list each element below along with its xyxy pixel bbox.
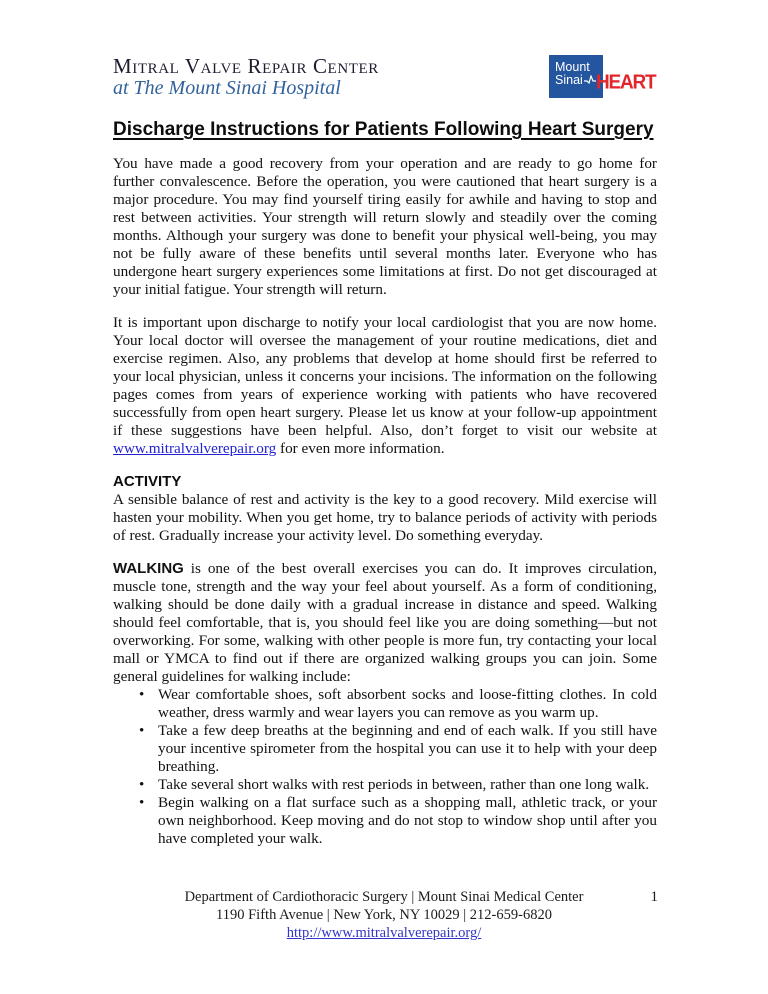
footer-website-link[interactable]: http://www.mitralvalverepair.org/ — [286, 925, 482, 941]
footer-address-line: 1190 Fifth Avenue | New York, NY 10029 | 212-659-6820 — [216, 907, 552, 923]
section-heading-walking: WALKING — [113, 560, 184, 577]
footer-department-line: Department of Cardiothoracic Surgery | Mount Sinai Medical Center — [184, 889, 584, 905]
org-subtitle: at The Mount Sinai Hospital — [113, 77, 341, 99]
paragraph-activity: A sensible balance of rest and activity is the key to a good recovery. Mild exercise will hasten your mobility. When you get home, try to balance periods of activity with periods of rest. Gradually increase your activity level. Do something everyday. — [113, 491, 657, 544]
website-link[interactable]: www.mitralvalverepair.org — [113, 440, 277, 457]
list-item: • Take several short walks with rest periods in between, rather than one long walk. — [113, 776, 657, 794]
mount-sinai-heart-logo — [549, 55, 657, 98]
brand-block — [113, 55, 379, 99]
paragraph-recovery: You have made a good recovery from your operation and are ready to go home for further convalescence. Before the operation, you were cautioned that heart surgery is a major procedure. You may find yourself tiring easily for awhile and having to stop and rest between activities. Your strength will return slowly and steadily over the coming months. Although your surgery was done to benefit your physical well-being, you may not be fully aware of these benefits until several months later. Everyone who has undergone heart surgery experiences some limitations at first. Do not get discouraged at your initial fatigue. Your strength will return. — [113, 155, 657, 298]
paragraph-walking — [113, 560, 657, 686]
mount-sinai-logo-box — [549, 55, 603, 98]
logo-word-sinai: Sinai — [555, 74, 603, 87]
page-header — [113, 55, 657, 100]
logo-word-mount: Mount — [555, 60, 590, 74]
list-item: • Begin walking on a flat surface such as a shopping mall, athletic track, or your own neighborhood. Keep moving and do not stop to window shop until after you have completed your walk. — [113, 794, 657, 848]
paragraph-discharge-text: It is important upon discharge to notify your local cardiologist that you are now home. Your local doctor will oversee the management of your routine medications, diet and exercise regimen. Also, any problems that develop at home should first be referred to your local physician, unless it concerns your incisions. The information on the following pages comes from years of experience working with patients who have recovered successfully from open heart surgery. Please let us know at your follow-up appointment if these suggestions have been helpful. Also, don’t forget to visit our website at — [113, 314, 657, 439]
walking-guidelines-list — [113, 686, 657, 848]
org-name: Mitral Valve Repair Center — [113, 54, 379, 78]
paragraph-walking-text: is one of the best overall exercises you can do. It improves circulation, muscle tone, strength and the way your feel about yourself. As a form of conditioning, walking should be done daily with a gradual increase in distance and speed. Walking should feel comfortable, that is, you should feel like you are doing something—but not overworking. For some, walking with other people is more fun, try contacting your local mall or YMCA to find out if there are organized walking groups you can join. Some general guidelines for walking include: — [113, 560, 657, 685]
paragraph-discharge-tail: for even more information. — [276, 440, 445, 457]
page-number: 1 — [650, 889, 658, 905]
section-heading-activity: ACTIVITY — [113, 473, 182, 490]
heartbeat-line-icon — [584, 75, 597, 84]
list-item: • Wear comfortable shoes, soft absorbent socks and loose-fitting clothes. In cold weather, dress warmly and wear layers you can remove as you warm up. — [113, 686, 657, 722]
list-item: • Take a few deep breaths at the beginning and end of each walk. If you still have your incentive spirometer from the hospital you can use it to help with your deep breathing. — [113, 722, 657, 776]
logo-word-heart: HEART — [596, 71, 656, 94]
paragraph-discharge — [113, 314, 657, 458]
page-title: Discharge Instructions for Patients Following Heart Surgery — [113, 119, 654, 140]
